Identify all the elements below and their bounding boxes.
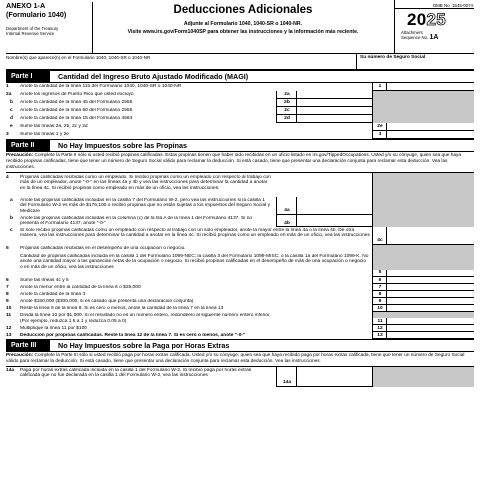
line-text-2: (Por ejemplo, reduzca 1.5 a 1 y reduzca 0.05 a 0) [20, 318, 127, 324]
shaded-area [372, 215, 474, 227]
line-num: 5 [6, 245, 9, 251]
line-box-label: 4b [276, 215, 297, 227]
part3-header [6, 339, 474, 352]
form-title: Deducciones Adicionales [173, 4, 313, 16]
part1-line [6, 131, 474, 139]
line-box-label: 5 [372, 270, 387, 277]
input-12[interactable] [386, 325, 474, 332]
part1-label: Parte I [6, 71, 50, 82]
line-text: Anote las propinas calificadas incluidas en la casilla 7 del Formulario W-2, pero vea las instrucciones si la casilla 1 del Formulario W-2 es más de $176,100 o recibió propinas que no están sujetas a los impuestos del Seguro Social y Medicare [20, 197, 271, 214]
input-2d[interactable] [296, 115, 373, 123]
shaded-area [372, 173, 474, 197]
line-text: Sume las líneas 4c y 5 [20, 277, 69, 283]
line-text: Anote $150,000 ($300,000, si es casado que presenta una declaración conjunta) [20, 298, 194, 304]
input-2e[interactable] [386, 123, 474, 131]
line-4a [6, 197, 474, 215]
line-num: 14a [6, 367, 15, 373]
form-header [6, 0, 474, 54]
input-10[interactable] [386, 305, 474, 312]
line-box-label: 3 [372, 131, 387, 139]
line-num: 6 [6, 277, 9, 283]
input-13[interactable] [386, 332, 474, 339]
line-num: a [10, 197, 13, 203]
part1-line [6, 99, 474, 107]
line-box-label: 2e [372, 123, 387, 131]
line-14a [6, 367, 474, 387]
input-2b[interactable] [296, 99, 373, 107]
line-text: Divida la línea 10 por $1,000. Si el resultado no es un número entero, redondéelo al siguiente número entero inferior. [20, 312, 271, 318]
part3-title: No Hay Impuestos sobre la Paga por Horas Extras [58, 340, 230, 350]
line-num: d [10, 116, 13, 121]
part1-line [6, 115, 474, 123]
line-4 [6, 173, 474, 197]
line-text: Si sólo recibió propinas calificadas como un empleado con respecto al trabajo con un sólo empleador, anote la mayor entre la línea 4a o la línea 4b. De otra manera, vea las instrucciones para determinar la cantidad a anotar en la línea 4c. Si recibió propinas como un empleado en más de un oficio, vea las instrucciones [20, 227, 370, 239]
line-num: 10 [6, 305, 12, 311]
name-row [6, 54, 474, 70]
part2-line [6, 298, 474, 305]
part3-caution-label: Precaución: [6, 352, 34, 358]
shaded-area [372, 197, 474, 215]
tax-year [407, 10, 474, 30]
input-5[interactable] [386, 270, 474, 277]
part1-lines [6, 83, 474, 139]
line-box-label: 2b [276, 99, 297, 107]
line-text: Anote la cantidad de la línea 15 del Formulario 4563 [20, 116, 133, 121]
part3-caution [6, 352, 474, 366]
line-5 [6, 245, 474, 253]
line-box-label: 8 [372, 291, 387, 298]
line-text: Anote la menor entre la cantidad de la línea 6 o $25,000 [20, 284, 141, 290]
input-3[interactable] [386, 131, 474, 139]
tax-year-suffix: 25 [426, 10, 447, 29]
form-id-block [6, 2, 93, 53]
line-num: 7 [6, 284, 9, 290]
line-num: 9 [6, 298, 9, 304]
line-box-label: 2c [276, 107, 297, 115]
line-box-label: 6 [372, 277, 387, 284]
name-field-label[interactable]: Nombre(s) que aparece(n) en el Formulario 1040, 1040-SR o 1040-NR [6, 55, 151, 60]
part1-line [6, 83, 474, 91]
part2-label: Parte II [6, 140, 50, 151]
omb-number: OMB No. 1545-0074 [395, 0, 474, 9]
sequence-line [401, 35, 474, 40]
line-num: b [10, 215, 13, 221]
line-text: Anote la cantidad de la línea 45 del Formulario 2555 [20, 100, 133, 105]
line-box-label: 13 [372, 332, 387, 339]
shaded-area [372, 245, 474, 253]
part2-line [6, 291, 474, 298]
line-num: e [10, 124, 13, 129]
input-9[interactable] [386, 298, 474, 305]
line-5-detail [6, 253, 474, 277]
title-block [92, 2, 394, 53]
line-text: Reste la línea 9 de la línea 8. Si es cero o menos, anote la cantidad de la línea 7 en la línea 13 [20, 305, 224, 311]
visit-note: Visite www.irs.gov/Form1040SP para obtener las instrucciones y la información más reciente. [127, 29, 359, 35]
sequence-number: 1A [429, 34, 439, 41]
input-11[interactable] [386, 318, 474, 325]
line-box-label: 2d [276, 115, 297, 123]
part2-line [6, 305, 474, 312]
line-num: b [10, 100, 13, 105]
line-num: c [10, 108, 13, 113]
shaded-area [372, 91, 474, 99]
line-text: Anote la cantidad de la línea 50 del Formulario 2555 [20, 108, 133, 113]
line-text: Anote la cantidad de la línea 3 [20, 291, 86, 297]
shaded-area [372, 253, 474, 270]
part1-line [6, 91, 474, 99]
line-box-label: 10 [372, 305, 387, 312]
input-2a[interactable] [296, 91, 373, 99]
line-box-label: 4a [276, 197, 297, 215]
form-page [6, 0, 474, 480]
input-4a[interactable] [296, 197, 373, 215]
line-num: 8 [6, 291, 9, 297]
line-text: Deducción por propinas calificadas. Reste la línea 12 de la línea 7. Si es cero o menos, anote "-0-" [20, 332, 246, 338]
line-box-label: 1 [372, 83, 387, 91]
part2-title: No Hay Impuestos sobre las Propinas [58, 141, 188, 150]
line-4c [6, 227, 474, 245]
attachment-label: Attachment [401, 30, 423, 35]
line-num: 11 [6, 312, 12, 318]
line-text: Propinas calificadas recibidas como un empleado. Si recibió propinas como un empleado con respecto al trabajo con más de un empleador, anote "-0-" en las líneas 4a y 4b y vea las instrucciones para determinar la cantidad a anotar en la línea 4c. Si recibió propinas como empleado en más de un oficio, vea las instrucciones. [20, 174, 271, 191]
form-subtitle: (Formulario 1040) [6, 9, 67, 19]
line-text: Sume las líneas 2a, 2b, 2c y 2d [20, 124, 88, 129]
line-box-label: 7 [372, 284, 387, 291]
line-11 [6, 312, 474, 325]
line-box-label: 12 [372, 325, 387, 332]
line-text: Propinas calificadas recibidas en el desempeño de una ocupación o negocio. [20, 245, 186, 251]
line-box-label: 9 [372, 298, 387, 305]
shaded-area [372, 99, 474, 107]
part2-caution-text: Complete la Parte II sólo si usted recibió propinas calificadas. Estas propinas tienen que haber sido recibidas en un oficio listado en irs.gov/TippedOccupations. Usted y/o su cónyuge, quien sea que haya recibido propinas calificadas, tiene que tener un número de Seguro Social válido para reclamar la deducción. Si está casado, tiene que presentar una declaración conjunta para reclamar esta deducción. Vea las instrucciones. [6, 153, 462, 170]
line-box-label: 4c [372, 227, 387, 245]
part1-line [6, 123, 474, 131]
part2-simple-lines [6, 277, 474, 312]
line-num: 1 [6, 84, 9, 89]
attach-note: Adjunte al Formulario 1040, 1040-SR o 1040-NR. [183, 21, 303, 27]
sequence-label: Sequence No. [401, 35, 429, 40]
part2-caution [6, 152, 474, 172]
shaded-area [372, 367, 474, 387]
shaded-area [372, 107, 474, 115]
part2-line [6, 277, 474, 284]
line-text: Anote los ingresos de Puerto Rico que usted excluyó [20, 92, 134, 97]
line-text: Paga por horas extras calificada incluida en la casilla 1 del Formulario W-2. Si recibió paga por horas extras calificada que no fue declarada en la casilla 1 del Formulario W-2, vea las instrucciones [20, 367, 252, 379]
line-text: Sume las líneas 1 y 2e [20, 132, 70, 137]
line-box-label: 14a [276, 367, 297, 387]
input-7[interactable] [386, 284, 474, 291]
part2-header [6, 139, 474, 152]
line-num: c [10, 227, 13, 233]
line-12 [6, 325, 474, 332]
year-block [394, 0, 474, 53]
input-4b[interactable] [296, 215, 373, 227]
line-num: 3 [6, 132, 9, 137]
line-4b [6, 215, 474, 227]
part3-label: Parte III [6, 340, 50, 351]
part2-line [6, 284, 474, 291]
input-6[interactable] [386, 277, 474, 284]
line-num: 12 [6, 325, 12, 331]
part3-caution-text: Complete la Parte III sólo si usted recibió paga por horas extras calificada. Usted y/o su cónyuge, quien sea que haya recibido paga por horas extras calificada, tiene que tener un número de Seguro Social válido para reclamar la deducción. Si está casado, tiene que presentar una declaración conjunta para reclamar esta deducción. Vea las instrucciones. [6, 352, 465, 364]
input-14a[interactable] [296, 367, 373, 387]
input-1[interactable] [386, 83, 474, 91]
tax-year-prefix: 20 [407, 10, 427, 29]
line-text: Cantidad de propinas calificadas incluida en la casilla 1 del Formulario 1099-NEC; la casilla 3 del Formulario 1099-MISC; o la casilla 1a del Formulario 1099-K. No anote una cantidad mayor a las ganancias netas de la ocupación o negocio. Si recibió propinas calificadas en el desempeño de más de una ocupación o negocio o en más de un oficio, vea las instrucciones [20, 253, 369, 270]
line-text: Anote las propinas calificadas incluidas en la columna (c) de la fila A de la línea 1 del Formulario 4137. Si no presenta el Formulario 4137, anote "-0-" [20, 215, 253, 227]
part2-caution-label: Precaución: [6, 153, 34, 158]
input-4c[interactable] [386, 227, 474, 245]
line-text: Multiplique la línea 11 por $100 [20, 325, 87, 331]
ssn-field-label[interactable]: Su número de Seguro Social [356, 54, 425, 70]
line-box-label: 11 [372, 318, 387, 325]
agency-line2: Internal Revenue Service [6, 31, 55, 36]
line-text: Anote la cantidad de la línea 11b del Formulario 1040, 1040-SR o 1040-NR [20, 84, 182, 89]
part1-header [6, 70, 474, 83]
agency-line1: Department of the Treasury [6, 26, 59, 31]
line-num: 13 [6, 332, 12, 338]
line-13 [6, 332, 474, 339]
shaded-area [372, 115, 474, 123]
line-num: 2a [6, 92, 12, 97]
line-num: 4 [6, 174, 9, 180]
input-8[interactable] [386, 291, 474, 298]
input-2c[interactable] [296, 107, 373, 115]
line-box-label: 2a [276, 91, 297, 99]
form-id: ANEXO 1-A [6, 1, 46, 10]
part1-title: Cantidad del Ingreso Bruto Ajustado Modificado (MAGI) [58, 72, 249, 81]
part1-line [6, 107, 474, 115]
